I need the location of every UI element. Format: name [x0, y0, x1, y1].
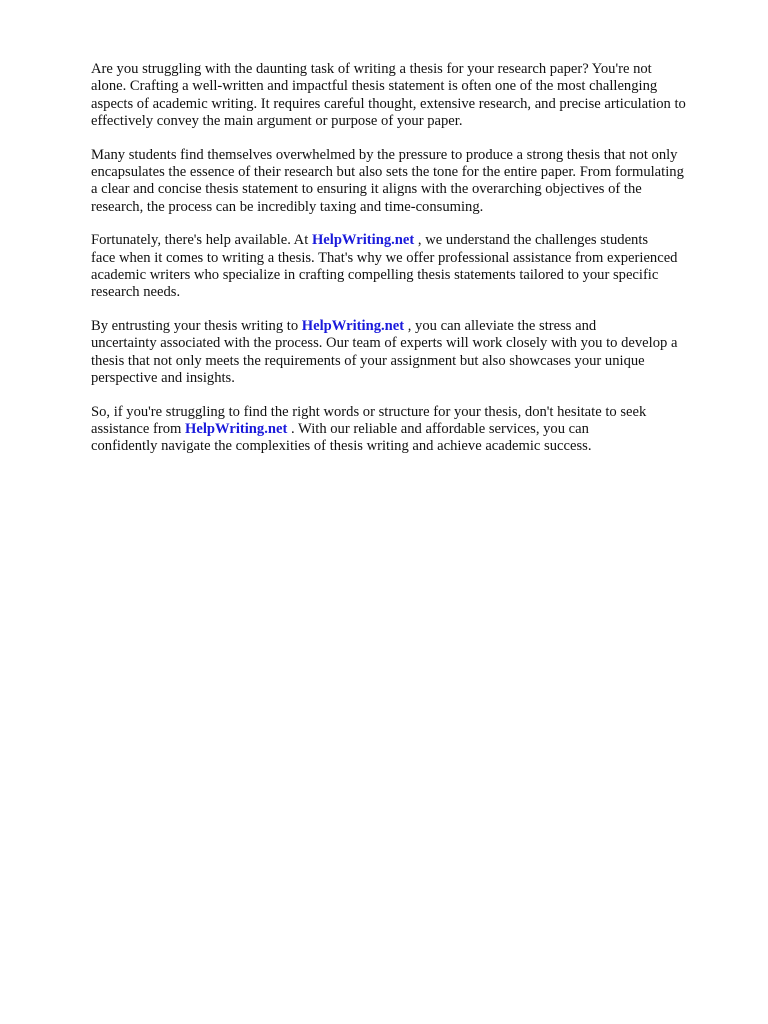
document-body	[91, 61, 731, 472]
paragraph-4-text-after: , you can alleviate the stress and uncertainty associated with the process. Our team of experts will work closely with you to develop a thesis that not only meets the requirements of your assignment but also showcases your unique perspective and insights.	[91, 317, 678, 387]
helpwriting-link-2[interactable]: HelpWriting.net	[301, 317, 405, 334]
helpwriting-link-3[interactable]: HelpWriting.net	[185, 420, 288, 437]
paragraph-4	[91, 318, 731, 388]
paragraph-1: Are you struggling with the daunting task of writing a thesis for your research paper? You're not alone. Crafting a well-written and impactful thesis statement is often one of the most challenging aspects of academic writing. It requires careful thought, extensive research, and precise articulation to effectively convey the main argument or purpose of your paper.	[91, 61, 686, 130]
paragraph-2: Many students find themselves overwhelmed by the pressure to produce a strong thesis that not only encapsulates the essence of their research but also sets the tone for the entire paper. From formulating a clear and concise thesis statement to ensuring it aligns with the overarching objectives of the research, the process can be incredibly taxing and time-consuming.	[91, 146, 684, 215]
paragraph-5	[91, 404, 731, 456]
paragraph-5-text-after: . With our reliable and affordable services, you can confidently navigate the complexities of thesis writing and achieve academic success.	[91, 420, 592, 455]
paragraph-3	[91, 232, 731, 302]
helpwriting-link-1[interactable]: HelpWriting.net	[311, 232, 415, 249]
paragraph-3-text-after: , we understand the challenges students face when it comes to writing a thesis. That's why we offer professional assistance from experienced academic writers who specialize in crafting compelling thesis statements tailored to your specific research needs.	[91, 232, 678, 301]
paragraph-4-text-before: By entrusting your thesis writing to	[91, 317, 302, 334]
paragraph-5-text-before: So, if you're struggling to find the right words or structure for your thesis, don't hesitate to seek assistance from	[91, 403, 647, 437]
paragraph-3-text-before: Fortunately, there's help available. At	[91, 232, 312, 249]
